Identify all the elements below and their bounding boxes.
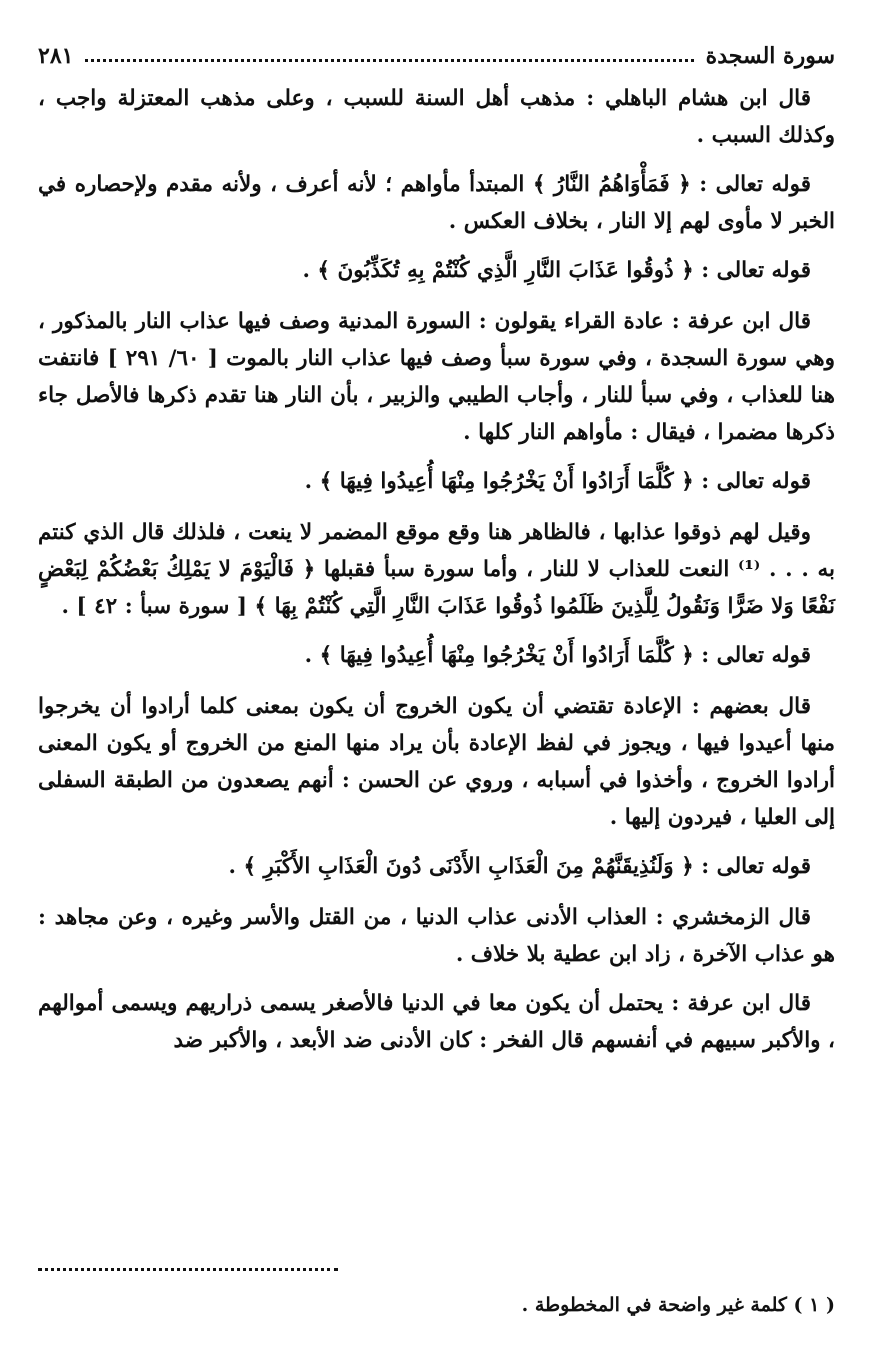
verse-heading-4: قوله تعالى : ﴿ وَلَنُذِيقَنَّهُمْ مِنَ الْعَذَابِ الأَدْنَى دُونَ الْعَذَابِ الأَكْبَرِ ﴾ . (228, 854, 811, 879)
surah-title: سورة السجدة (705, 43, 835, 69)
paragraph-3: قال ابن عرفة : عادة القراء يقولون : السورة المدنية وصف فيها عذاب النار بالمذكور ، وهي سورة السجدة ، وفي سورة سبأ وصف فيها عذاب النار بالموت [ ٦٠/ ٢٩١ ] فانتفت هنا للعذاب ، وفي سبأ للنار ، وأجاب الطيبي والزبير ، بأن النار هنا تقدم ذكرها فالأصل جاء ذكرها مضمرا ، فيقال : مأواهم النار كلها . (38, 309, 835, 445)
paragraph-1: قال ابن هشام الباهلي : مذهب أهل السنة للسبب ، وعلى مذهب المعتزلة واجب ، وكذلك السبب . (38, 86, 835, 148)
running-header (38, 38, 835, 74)
verse-heading-3: قوله تعالى : ﴿ كُلَّمَا أَرَادُوا أَنْ يَخْرُجُوا مِنْهَا أُعِيدُوا فِيهَا ﴾ . (304, 643, 811, 668)
header-dotted-rule (85, 59, 693, 62)
body-text (38, 80, 835, 1071)
footnote-separator (38, 1268, 338, 1271)
paragraph-2: قوله تعالى : ﴿ فَمَأْوَاهُمُ النَّارُ ﴾ المبتدأ مأواهم ؛ لأنه أعرف ، ولأنه مقدم ولإحصاره في الخبر لا مأوى لهم إلا النار ، بخلاف العكس . (38, 172, 835, 234)
paragraph-5: قال بعضهم : الإعادة تقتضي أن يكون الخروج أن يكون بمعنى كلما أرادوا أن يخرجوا منها أعيدوا فيها ، ويجوز في لفظ الإعادة بأن يراد منها المنع من الخروج أو يكون المعنى أرادوا الخروج ، وأخذوا في أسبابه ، وروي عن الحسن : أنهم يصعدون من الطبقة السفلى إلى العليا ، فيردون إليها . (38, 694, 835, 830)
paragraph-6: قال الزمخشري : العذاب الأدنى عذاب الدنيا ، من القتل والأسر وغيره ، وعن مجاهد : هو عذاب الآخرة ، زاد ابن عطية بلا خلاف . (38, 905, 835, 967)
footnote: ( ١ ) كلمة غير واضحة في المخطوطة . (521, 1294, 835, 1316)
verse-heading-2: قوله تعالى : ﴿ كُلَّمَا أَرَادُوا أَنْ يَخْرُجُوا مِنْهَا أُعِيدُوا فِيهَا ﴾ . (304, 469, 811, 494)
page-number: ٢٨١ (38, 43, 74, 69)
paragraph-7: قال ابن عرفة : يحتمل أن يكون معا في الدنيا فالأصغر يسمى ذراريهم ويسمى أموالهم ، والأكبر سبيهم في أنفسهم قال الفخر : كان الأدنى ضد الأبعد ، والأكبر ضد (38, 991, 835, 1053)
verse-heading-1: قوله تعالى : ﴿ ذُوقُوا عَذَابَ النَّارِ الَّذِي كُنْتُمْ بِهِ تُكَذِّبُونَ ﴾ . (302, 258, 811, 283)
paragraph-4: وقيل لهم ذوقوا عذابها ، فالظاهر هنا وقع موقع المضمر لا ينعت ، فلذلك قال الذي كنتم به . . . ⁽¹⁾ النعت للعذاب لا للنار ، وأما سورة سبأ فقبلها ﴿ فَالْيَوْمَ لا يَمْلِكُ بَعْضُكُمْ لِبَعْضٍ نَفْعًا وَلا ضَرًّا وَنَقُولُ لِلَّذِينَ ظَلَمُوا ذُوقُوا عَذَابَ النَّارِ الَّتِي كُنْتُمْ بِهَا ﴾ [ سورة سبأ : ٤٢ ] . (38, 520, 836, 619)
